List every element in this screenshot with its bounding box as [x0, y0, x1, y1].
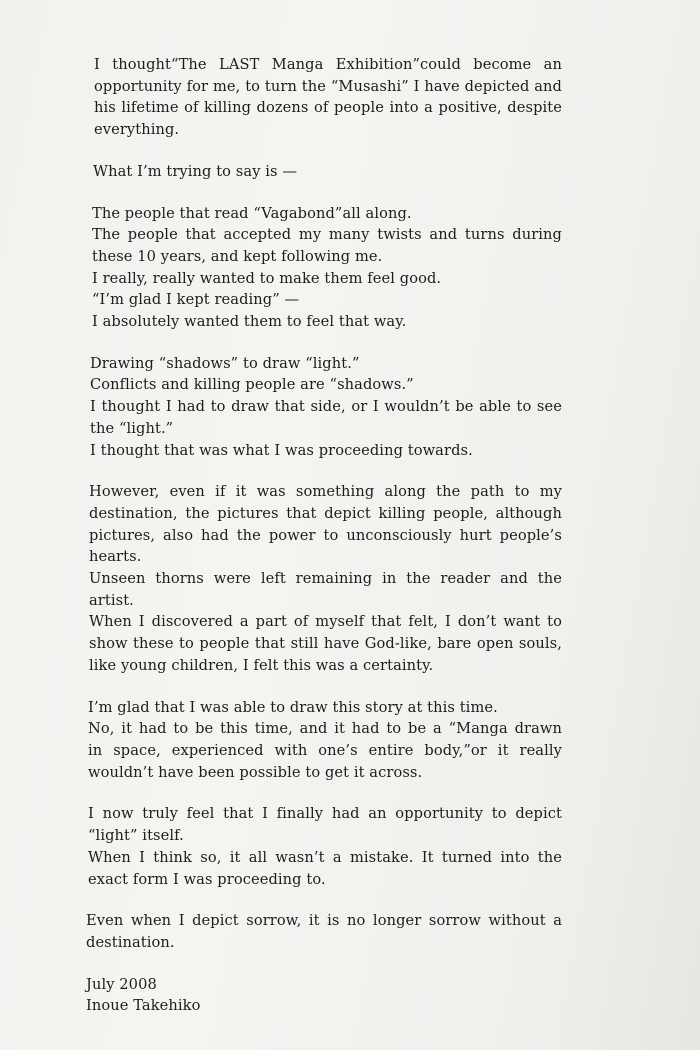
paragraph-2	[84, 161, 562, 183]
text-line: What I’m trying to say is —	[93, 162, 298, 180]
paragraph-3	[84, 203, 562, 333]
text-line: in space, experienced with one’s entire body,”or it really	[88, 741, 562, 759]
text-line: However, even if it was something along the path to my	[89, 483, 562, 501]
text-line: opportunity for me, to turn the “Musashi” I have depicted and	[94, 77, 562, 95]
closing-date: July 2008	[86, 975, 157, 993]
text-line: Unseen thorns were left remaining in the reader and the	[89, 570, 562, 588]
text-line: The people that read “Vagabond”all along.	[92, 204, 412, 222]
text-line: I thought“The LAST Manga Exhibition”could become an	[94, 56, 562, 73]
text-line: like young children, I felt this was a certainty.	[89, 656, 434, 674]
text-line: the “light.”	[90, 419, 174, 437]
text-line: wouldn’t have been possible to get it across.	[88, 763, 423, 781]
text-line: destination, the pictures that depict killing people, although	[89, 504, 562, 522]
text-line: I absolutely wanted them to feel that way.	[92, 313, 407, 331]
text-line: No, it had to be this time, and it had to be a “Manga drawn	[88, 720, 562, 738]
paragraph-4	[84, 353, 562, 462]
text-line: his lifetime of killing dozens of people into a positive, despite	[94, 99, 562, 117]
text-line: I thought that was what I was proceeding towards.	[90, 441, 473, 459]
text-line: pictures, also had the power to unconsciously hurt people’s	[89, 526, 562, 544]
letter-text	[84, 54, 562, 1037]
text-line: I thought I had to draw that side, or I wouldn’t be able to see	[90, 398, 562, 416]
text-line: I now truly feel that I finally had an opportunity to depict	[88, 805, 562, 823]
text-line: When I think so, it all wasn’t a mistake. It turned into the	[88, 848, 562, 866]
text-line: destination.	[86, 933, 175, 951]
text-line: these 10 years, and kept following me.	[92, 247, 383, 265]
text-line: artist.	[89, 591, 134, 609]
text-line: I’m glad that I was able to draw this story at this time.	[88, 698, 498, 716]
author-name: Inoue Takehiko	[86, 997, 201, 1015]
paragraph-1	[84, 54, 562, 141]
text-line: “light” itself.	[88, 827, 184, 845]
text-line: hearts.	[89, 548, 142, 566]
paragraph-5	[84, 481, 562, 676]
text-line: exact form I was proceeding to.	[88, 870, 326, 888]
text-line: Drawing “shadows” to draw “light.”	[90, 354, 360, 372]
text-line: When I discovered a part of myself that felt, I don’t want to	[89, 613, 562, 631]
paragraph-7	[84, 803, 562, 890]
paragraph-6	[84, 697, 562, 784]
text-line: I really, really wanted to make them feel good.	[92, 269, 442, 287]
text-line: Even when I depict sorrow, it is no longer sorrow without a	[86, 912, 562, 930]
text-line: The people that accepted my many twists and turns during	[92, 226, 562, 244]
text-line: show these to people that still have God-like, bare open souls,	[89, 635, 562, 653]
text-line: Conflicts and killing people are “shadows.”	[90, 376, 414, 394]
text-line: everything.	[94, 121, 180, 139]
signature-block	[84, 974, 562, 1017]
paragraph-8	[84, 910, 562, 953]
text-line: “I’m glad I kept reading” —	[92, 291, 300, 309]
